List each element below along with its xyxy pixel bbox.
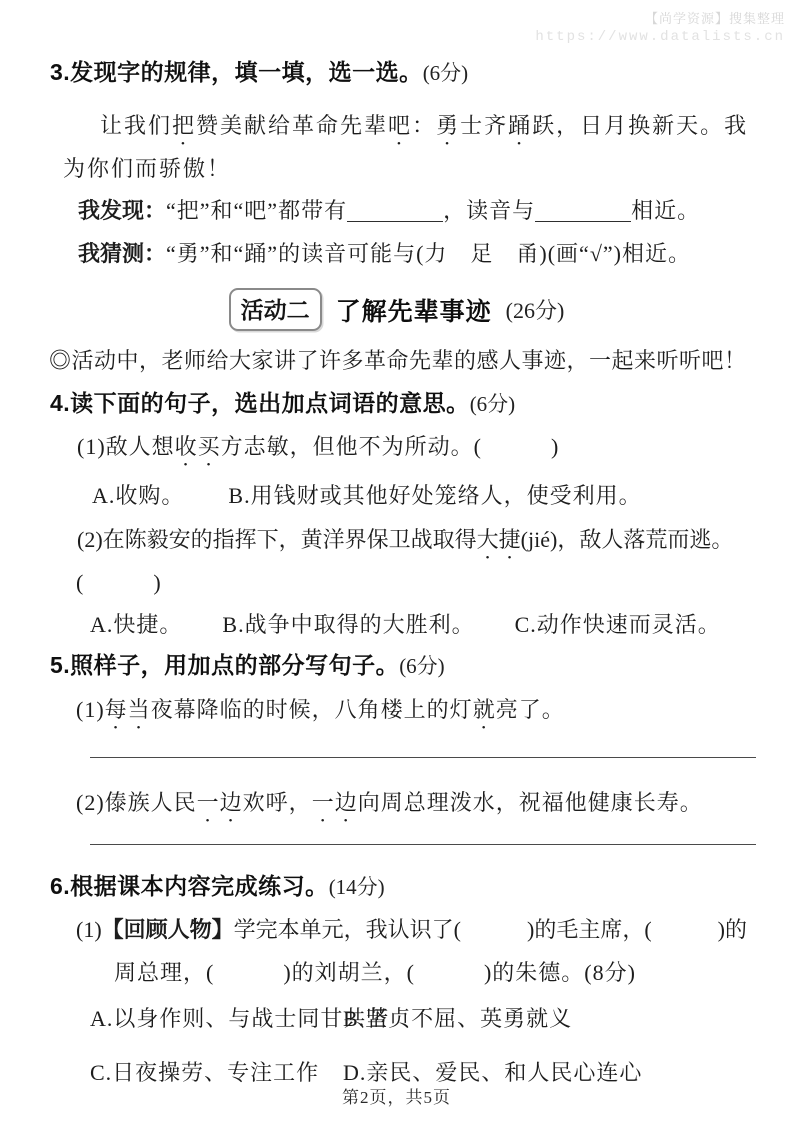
q6-item1-line1: (1)【回顾人物】学完本单元，我认识了( )的毛主席，( )的	[76, 917, 747, 942]
q4-item2-option-b: B.战争中取得的大胜利。	[222, 612, 475, 637]
activity2-intro: ◎活动中，老师给大家讲了许多革命先辈的感人事迹，一起来听听吧！	[49, 348, 747, 373]
q3-guess-label: 我猜测：	[78, 241, 167, 266]
fill-in-blank	[347, 201, 443, 222]
q4-item1-option-b: B.用钱财或其他好处笼络人，使受利用。	[228, 483, 642, 508]
q5-item2: (2)傣族人民一边欢呼，一边向周总理泼水，祝福他健康长寿。	[76, 790, 703, 815]
activity2-banner	[0, 288, 793, 331]
fill-in-blank	[535, 201, 631, 222]
q3-title: 3.发现字的规律，填一填，选一选。	[50, 59, 423, 85]
q5-title: 5.照样子，用加点的部分写句子。	[50, 652, 400, 678]
q4-item2-answer-bracket: ( )	[76, 570, 162, 595]
q4-item2-options	[90, 611, 721, 639]
q6-option-b: B.坚贞不屈、英勇就义	[343, 1006, 573, 1031]
q4-item1: (1)敌人想收买方志敏，但他不为所动。( )	[77, 434, 560, 459]
q3-find-line	[78, 197, 700, 225]
q4-item1-option-a: A.收购。	[92, 483, 185, 508]
q5-item1-answer-line	[90, 757, 756, 758]
q4-item2-option-a: A.快捷。	[90, 612, 183, 637]
q4-points: (6分)	[469, 392, 516, 416]
watermark-source: 【尚学资源】搜集整理	[644, 11, 785, 26]
page-footer: 第2页，共5页	[342, 1088, 451, 1107]
q3-passage-line1: 让我们把赞美献给革命先辈吧：勇士齐踊跃，日月换新天。我	[100, 113, 749, 138]
q6-option-c: C.日夜操劳、专注工作	[90, 1060, 320, 1085]
activity2-badge: 活动二	[229, 288, 322, 331]
q3-guess-text: “勇”和“踊”的读音可能与(力 足 甬)(画“√”)相近。	[166, 241, 691, 266]
q5-item1: (1)每当夜幕降临的时候，八角楼上的灯就亮了。	[76, 697, 565, 722]
q3-find-text: “把”和“吧”都带有 ，读音与 相近。	[166, 198, 701, 223]
q6-option-a: A.以身作则、与战士同甘共苦	[90, 1006, 390, 1031]
q3-guess-line	[78, 240, 691, 268]
q4-title: 4.读下面的句子，选出加点词语的意思。	[50, 390, 470, 416]
q6-option-d: D.亲民、爱民、和人民心连心	[343, 1060, 643, 1085]
q4-item2-option-c: C.动作快速而灵活。	[514, 612, 721, 637]
q5-points: (6分)	[399, 654, 445, 678]
q5-heading	[50, 651, 445, 680]
q3-points: (6分)	[422, 61, 469, 85]
q6-options	[90, 1002, 642, 1087]
q3-heading	[50, 58, 468, 87]
activity2-title: 了解先辈事迹	[335, 297, 492, 326]
watermark-url: https://www.datalists.cn	[535, 29, 785, 45]
q6-title: 6.根据课本内容完成练习。	[50, 873, 329, 899]
q5-item2-answer-line	[90, 844, 756, 845]
activity2-points: (26分)	[505, 298, 565, 323]
q4-item2: (2)在陈毅安的指挥下，黄洋界保卫战取得大捷(jié)，敌人落荒而逃。	[77, 527, 734, 552]
watermark	[535, 8, 785, 45]
q3-find-label: 我发现：	[78, 198, 167, 223]
q6-points: (14分)	[328, 875, 385, 899]
q3-passage-line2: 为你们而骄傲！	[63, 156, 232, 181]
q4-item1-options	[92, 482, 642, 510]
q4-heading	[50, 389, 515, 418]
q6-item1-line2: 周总理，( )的刘胡兰，( )的朱德。(8分)	[114, 960, 636, 985]
q6-heading	[50, 872, 385, 901]
